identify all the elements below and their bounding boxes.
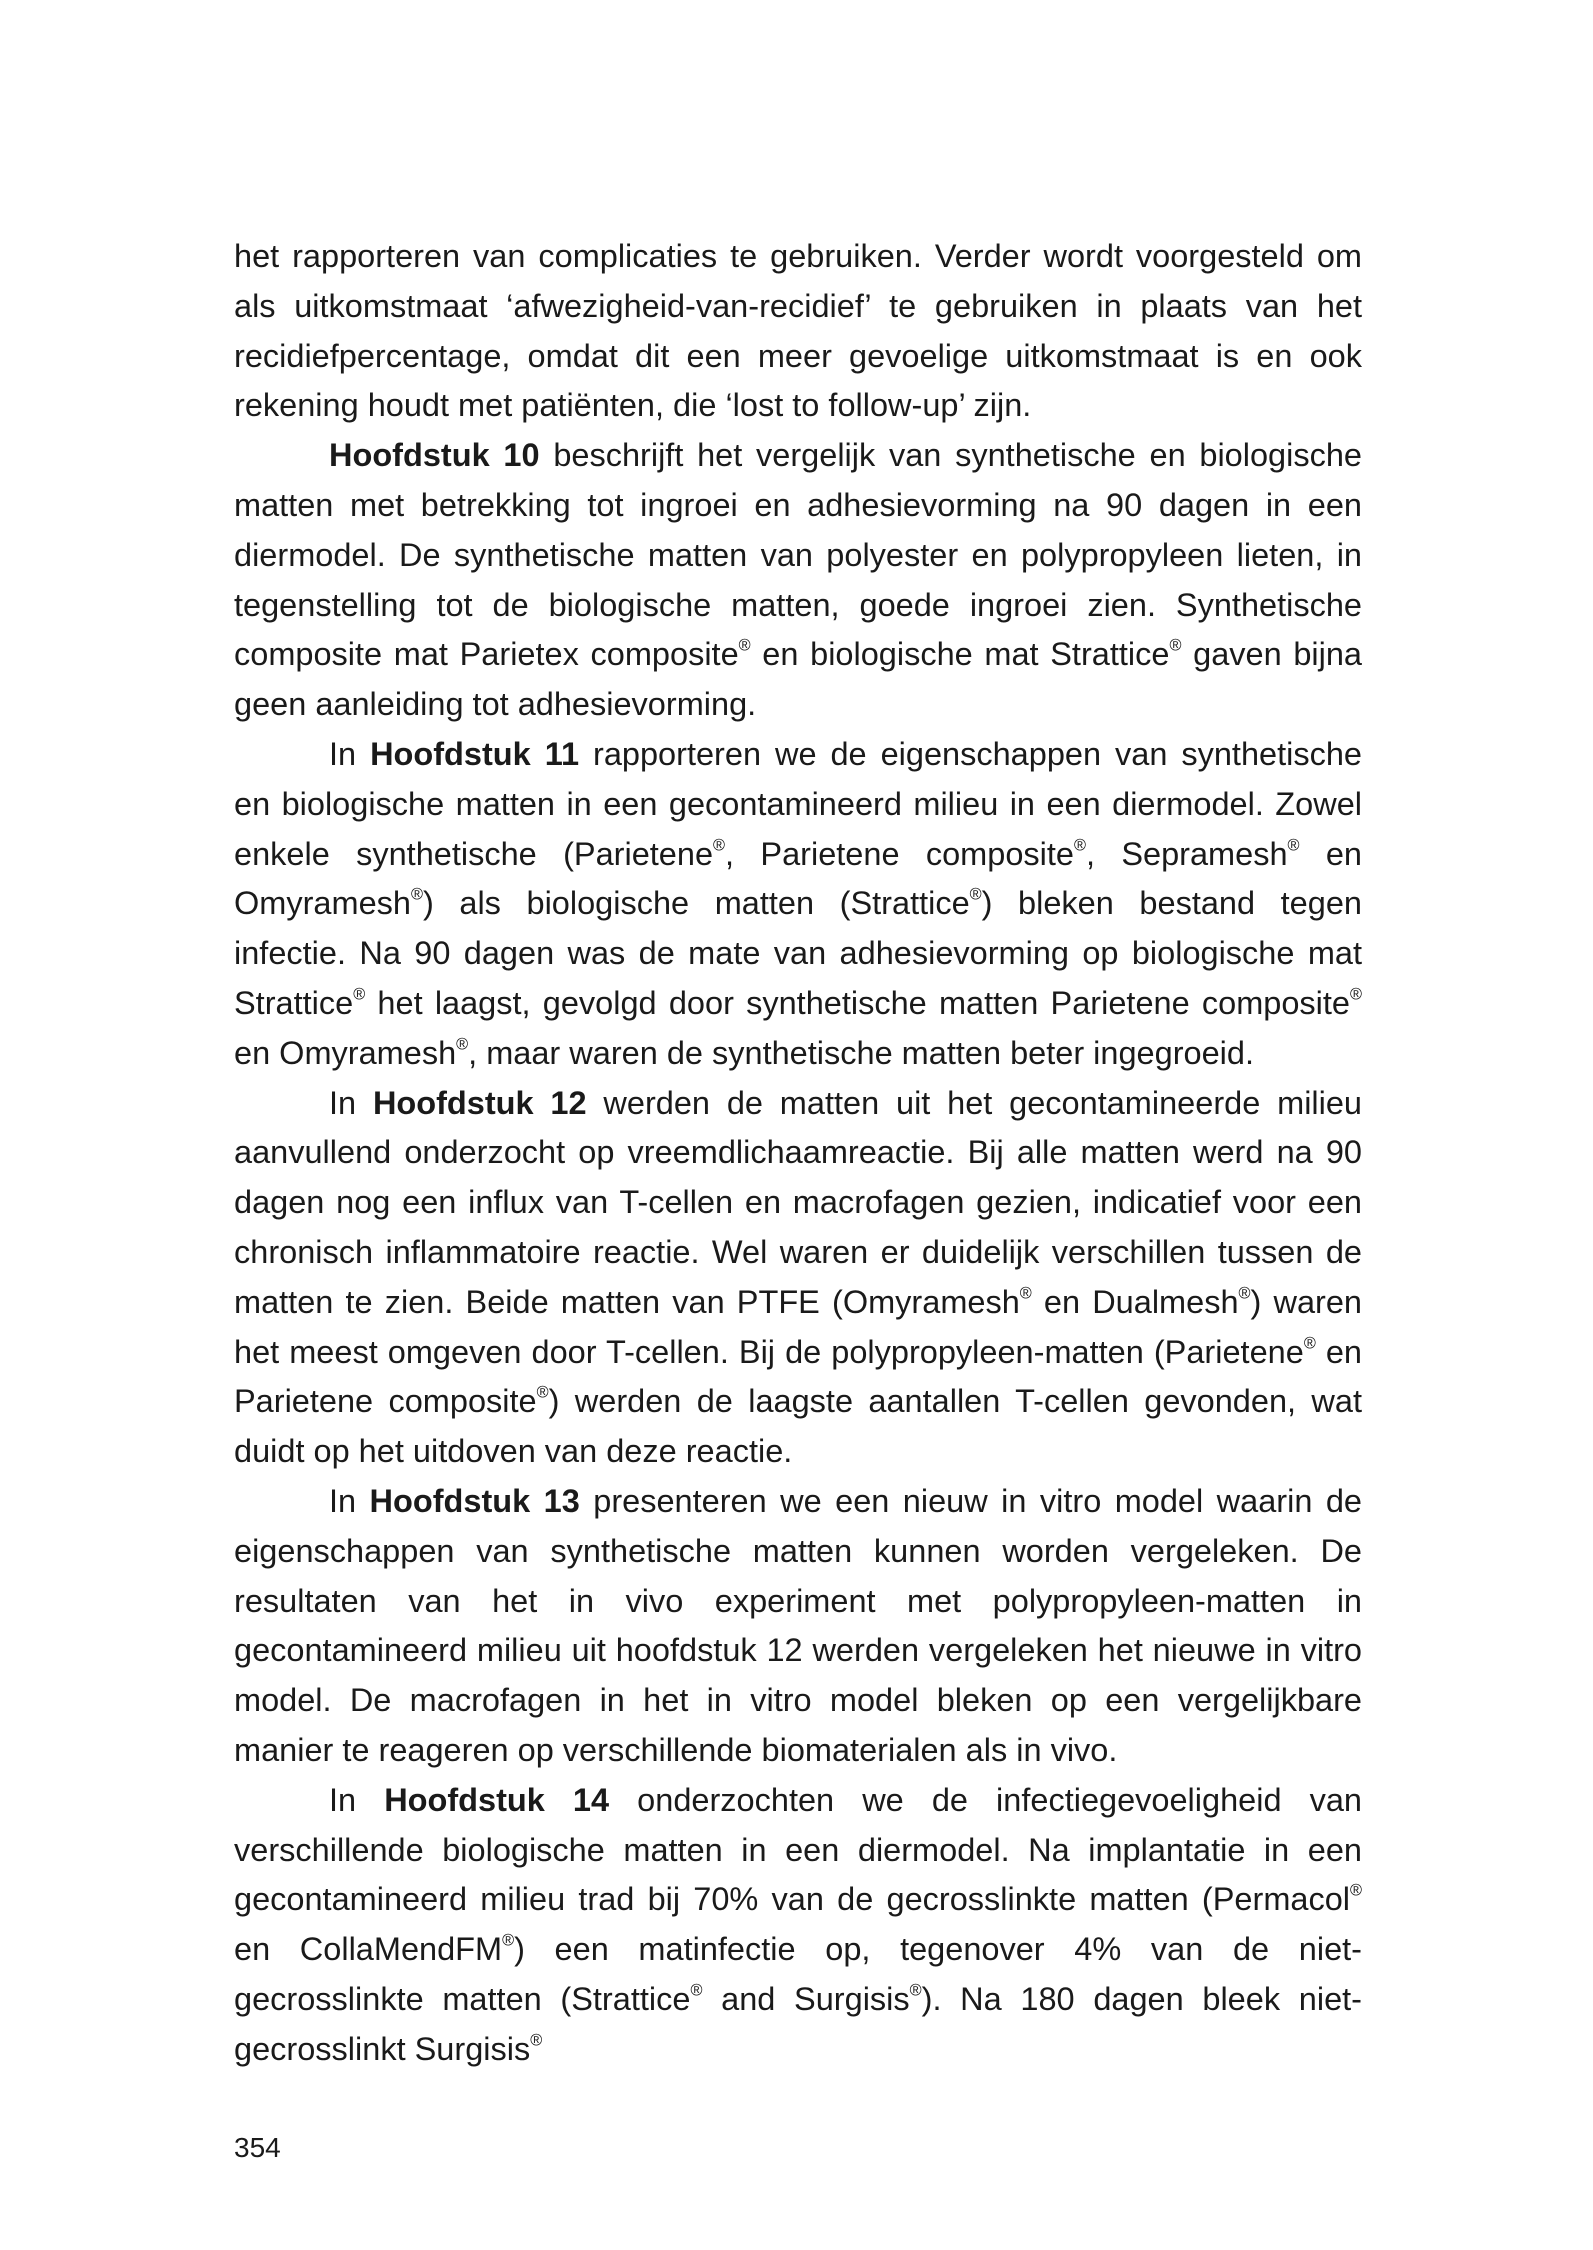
- page-number: 354: [234, 2132, 281, 2163]
- paragraph-text: and Surgisis: [702, 1980, 910, 2017]
- registered-mark: ®: [713, 835, 726, 854]
- registered-mark: ®: [530, 2031, 543, 2050]
- paragraph-text: ) werden de laagste aantallen T-cellen gevonden, wat duidt op het uitdoven van deze reactie.: [234, 1383, 1362, 1470]
- paragraph-lead: In: [329, 1084, 373, 1121]
- registered-mark: ®: [410, 885, 423, 904]
- paragraph-intro: [234, 232, 1362, 431]
- registered-mark: ®: [456, 1035, 469, 1054]
- paragraph-text: gaven bijna geen aanleiding tot adhesievorming.: [234, 636, 1363, 723]
- paragraph-text: rapporteren we de eigenschappen van synthetische en biologische matten in een gecontamineerd milieu in een diermodel. Zowel enkele synthetische (Parietene: [234, 735, 1362, 872]
- chapter-reference: Hoofdstuk 12: [372, 1084, 587, 1121]
- paragraph-chapter-10: [234, 431, 1362, 730]
- registered-mark: ®: [1287, 835, 1300, 854]
- paragraph-text: ) bleken bestand tegen infectie. Na 90 dagen was de mate van adhesievorming op biologische mat Strattice: [234, 885, 1362, 1021]
- paragraph-text: en CollaMendFM: [234, 1931, 503, 1968]
- registered-mark: ®: [1350, 985, 1362, 1004]
- chapter-reference: Hoofdstuk 14: [384, 1781, 610, 1818]
- registered-mark: ®: [1073, 835, 1086, 854]
- registered-mark: ®: [909, 1981, 922, 2000]
- paragraph-text: ) als biologische matten (Strattice: [422, 885, 970, 922]
- paragraph-text: werden de matten uit het gecontamineerde milieu aanvullend onderzocht op vreemdlichaamreactie. Bij alle matten werd na 90 dagen nog een influx van T-cellen en macrofagen gezien, indicatief voor een chronisch inflammatoire reactie. Wel waren er duidelijk verschillen tussen de matten te zien. Beide matten van PTFE (Omyramesh: [234, 1084, 1362, 1320]
- chapter-reference: Hoofdstuk 10: [329, 437, 540, 474]
- body-text: [234, 232, 1362, 2074]
- paragraph-chapter-14: [234, 1776, 1362, 2075]
- registered-mark: ®: [353, 985, 366, 1004]
- paragraph-text: ) een matinfectie op, tegenover 4% van de niet-gecrosslinkte matten (Strattice: [234, 1931, 1362, 2017]
- paragraph-text: het laagst, gevolgd door synthetische matten Parietene composite: [365, 984, 1351, 1021]
- paragraph-text: , Parietene composite: [725, 835, 1074, 872]
- paragraph-text: en Omyramesh: [234, 835, 1362, 922]
- registered-mark: ®: [536, 1383, 549, 1402]
- paragraph-text: ) waren het meest omgeven door T-cellen. Bij de polypropyleen-matten (Parietene: [234, 1283, 1362, 1370]
- registered-mark: ®: [1169, 636, 1182, 655]
- chapter-reference: Hoofdstuk 13: [369, 1482, 580, 1519]
- paragraph-chapter-13: [234, 1477, 1362, 1776]
- registered-mark: ®: [969, 885, 982, 904]
- registered-mark: ®: [1238, 1284, 1251, 1303]
- paragraph-text: onderzochten we de infectiegevoeligheid van verschillende biologische matten in een diermodel. Na implantatie in een gecontamineerd milieu trad bij 70% van de gecrosslinkte matten (Permacol: [234, 1781, 1362, 1918]
- paragraph-text: , maar waren de synthetische matten beter ingegroeid.: [468, 1034, 1254, 1071]
- registered-mark: ®: [502, 1931, 515, 1950]
- chapter-reference: Hoofdstuk 11: [370, 735, 580, 772]
- paragraph-text: ). Na 180 dagen bleek niet-gecrosslinkt Surgisis: [234, 1980, 1362, 2067]
- paragraph-text: beschrijft het vergelijk van synthetische en biologische matten met betrekking tot ingroei en adhesievorming na 90 dagen in een diermodel. De synthetische matten van polyester en polypropyleen lieten, in tegenstelling tot de biologische matten, goede ingroei zien. Synthetische composite mat Parietex composite: [234, 437, 1362, 673]
- registered-mark: ®: [1303, 1333, 1316, 1352]
- paragraph-text: en Dualmesh: [1031, 1283, 1239, 1320]
- registered-mark: ®: [1019, 1284, 1032, 1303]
- registered-mark: ®: [1350, 1881, 1362, 1900]
- paragraph-text: en Omyramesh: [234, 1034, 457, 1071]
- paragraph-text: en biologische mat Strattice: [750, 636, 1170, 673]
- paragraph-lead: In: [329, 1781, 385, 1818]
- registered-mark: ®: [690, 1981, 703, 2000]
- paragraph-lead: In: [329, 735, 371, 772]
- paragraph-text: , Sepramesh: [1085, 835, 1288, 872]
- paragraph-text: en Parietene composite: [234, 1333, 1362, 1420]
- paragraph-chapter-11: [234, 730, 1362, 1079]
- registered-mark: ®: [738, 636, 751, 655]
- paragraph-text: het rapporteren van complicaties te gebruiken. Verder wordt voorgesteld om als uitkomstmaat ‘afwezigheid-van-recidief’ te gebruiken in plaats van het recidiefpercentage, omdat dit een meer gevoelige uitkomstmaat is en ook rekening houdt met patiënten, die ‘lost to follow-up’ zijn.: [234, 238, 1362, 424]
- paragraph-text: presenteren we een nieuw in vitro model waarin de eigenschappen van synthetische matten kunnen worden vergeleken. De resultaten van het in vivo experiment met polypropyleen-matten in gecontamineerd milieu uit hoofdstuk 12 werden vergeleken het nieuwe in vitro model. De macrofagen in het in vitro model bleken op een vergelijkbare manier te reageren op verschillende biomaterialen als in vivo.: [234, 1482, 1362, 1768]
- paragraph-chapter-12: [234, 1079, 1362, 1477]
- paragraph-lead: In: [329, 1482, 370, 1519]
